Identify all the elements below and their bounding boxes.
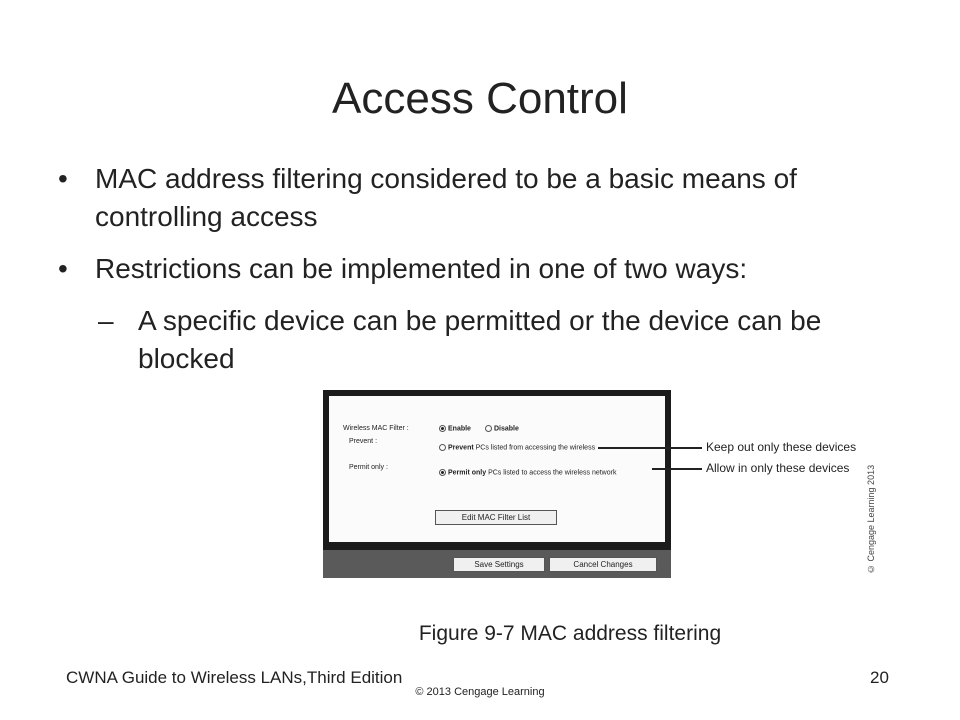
- button-bar: [323, 550, 671, 578]
- sub-bullet-item: [98, 302, 918, 378]
- image-credit: © Cengage Learning 2013: [866, 464, 876, 574]
- callout-line: [598, 447, 702, 449]
- slide-title: Access Control: [332, 74, 628, 123]
- callout-line: [652, 468, 702, 470]
- disable-radio[interactable]: Disable: [485, 425, 519, 432]
- radio-selected-icon: [439, 469, 446, 476]
- mac-filter-panel: [329, 396, 665, 542]
- sub-bullet-marker: –: [98, 305, 114, 336]
- sub-bullet-text: A specific device can be permitted or the device can be blocked: [138, 305, 822, 374]
- prevent-label: Prevent :: [349, 438, 378, 445]
- bullet-marker: •: [58, 253, 68, 284]
- bullet-list: [58, 160, 918, 378]
- copyright-notice: © 2013 Cengage Learning: [415, 686, 545, 698]
- bullet-item: [58, 250, 918, 288]
- radio-empty-icon: [439, 444, 446, 451]
- enable-radio[interactable]: Enable: [439, 425, 471, 432]
- save-settings-button[interactable]: Save Settings: [453, 557, 545, 572]
- prevent-radio[interactable]: Prevent PCs listed from accessing the wireless: [439, 444, 595, 451]
- bullet-text: MAC address filtering considered to be a basic means of controlling access: [95, 163, 797, 232]
- permit-label: Permit only :: [349, 464, 388, 471]
- callout-allow-in: Allow in only these devices: [706, 461, 850, 475]
- figure-caption: Figure 9-7 MAC address filtering: [418, 622, 722, 645]
- footer-book-title: CWNA Guide to Wireless LANs,Third Edition: [66, 668, 403, 687]
- callout-keep-out: Keep out only these devices: [706, 440, 857, 454]
- cancel-changes-button[interactable]: Cancel Changes: [549, 557, 657, 572]
- bullet-text: Restrictions can be implemented in one of two ways:: [95, 253, 748, 284]
- bullet-marker: •: [58, 163, 68, 194]
- radio-selected-icon: [439, 425, 446, 432]
- bullet-item: [58, 160, 918, 236]
- permit-only-radio[interactable]: Permit only PCs listed to access the wireless network: [439, 469, 616, 476]
- edit-mac-filter-list-button[interactable]: Edit MAC Filter List: [435, 510, 557, 525]
- radio-empty-icon: [485, 425, 492, 432]
- page-number: 20: [870, 668, 889, 687]
- filter-label: Wireless MAC Filter :: [343, 425, 409, 432]
- mac-filter-figure: [323, 390, 671, 578]
